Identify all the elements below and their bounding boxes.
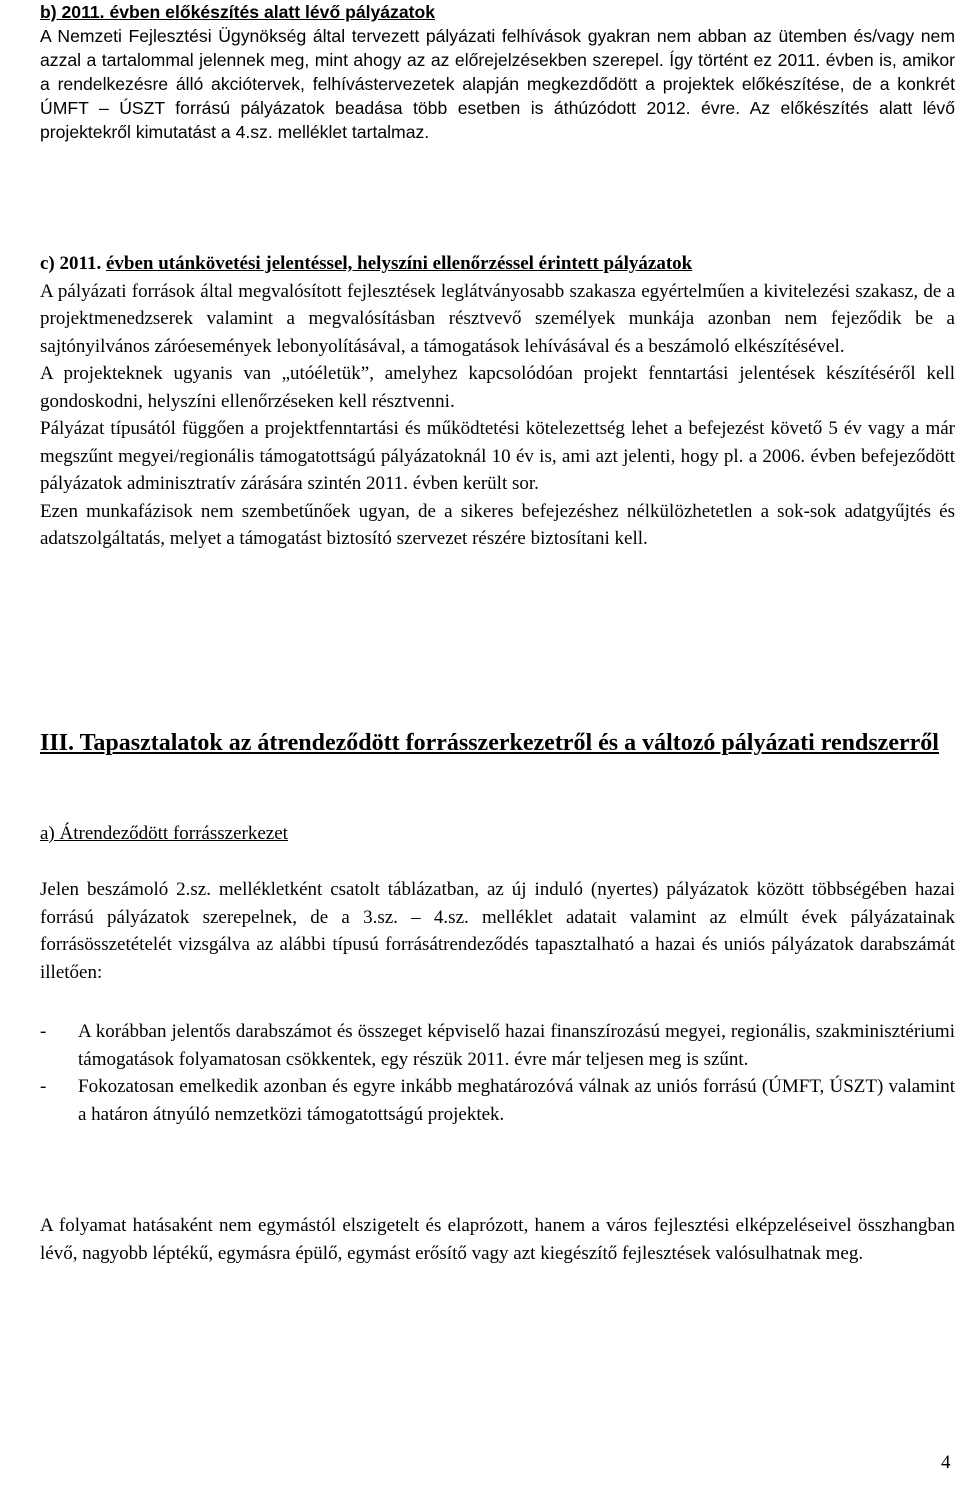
section-c-heading-underlined: évben utánkövetési jelentéssel, helyszíni ellenőrzéssel érintett pályázatok — [105, 253, 693, 274]
section-iii-intro — [40, 876, 955, 986]
section-b — [40, 0, 955, 144]
intro-paragraph: Jelen beszámoló 2.sz. mellékletként csatolt táblázatban, az új induló (nyertes) pályázatok között többségében hazai forrású pályázatok szerepelnek, de a 3.sz. – 4.sz. melléklet adatait valamint az elmúlt évek pályázatainak forrásösszetételét vizsgálva az alábbi típusú forrásátrendeződés tapasztalható a hazai és uniós pályázatok darabszámát illetően: — [40, 879, 955, 983]
section-iii-heading: III. Tapasztalatok az átrendeződött forrásszerkezetről és a változó pályázati rendszerről — [40, 730, 939, 756]
list-item-text: Fokozatosan emelkedik azonban és egyre inkább meghatározóvá válnak az uniós forrású (ÚMFT, ÚSZT) valamint a határon átnyúló nemzetközi támogatottságú projektek. — [78, 1076, 955, 1125]
list-item-text: A korábban jelentős darabszámot és összeget képviselő hazai finanszírozású megyei, regionális, szakminisztériumi támogatások folyamatosan csökkentek, egy részük 2011. évre már teljesen meg is szűnt. — [78, 1021, 955, 1070]
section-c-paragraph: A projekteknek ugyanis van „utóéletük”, amelyhez kapcsolódóan projekt fenntartási jelentések készítéséről kell gondoskodni, helyszíni ellenőrzéseken kell résztvenni. — [40, 363, 955, 412]
section-c-paragraph: Pályázat típusától függően a projektfenntartási és működtetési kötelezettség lehet a befejezést követő 5 év vagy a már megszűnt megyei/regionális támogatottságú pályázatoknál 10 év is, ami azt jelenti, hogy pl. a 2006. évben befejeződött pályázatok adminisztratív zárására szintén 2011. évben került sor. — [40, 418, 955, 494]
section-c-paragraph: A pályázati források által megvalósított fejlesztések leglátványosabb szakasza egyértelműen a kivitelezési szakasz, de a projektmenedzserek valamint a megvalósításban résztvevő személyek munkája azonban nem fejeződik be a sajtónyilvános záróesemények lebonyolításával, a támogatások lehívásával és a beszámoló elkészítésével. — [40, 280, 955, 357]
page-number: 4 — [941, 1452, 951, 1473]
section-c — [40, 250, 955, 553]
section-b-heading: b) 2011. évben előkészítés alatt lévő pályázatok — [40, 2, 436, 22]
section-c-heading — [40, 250, 955, 278]
list-dash: - — [40, 1076, 47, 1097]
section-iii-heading-block — [40, 727, 955, 759]
list-item — [40, 1073, 955, 1128]
section-c-heading-prefix: c) 2011. — [40, 253, 106, 274]
section-iii-subheading: a) Átrendeződött forrásszerkezet — [40, 823, 288, 844]
closing-block — [40, 1212, 955, 1267]
list-item — [40, 1018, 955, 1073]
closing-paragraph: A folyamat hatásaként nem egymástól elszigetelt és elaprózott, hanem a város fejlesztési elképzeléseivel összhangban lévő, nagyobb léptékű, egymásra épülő, egymást erősítő vagy azt kiegészítő fejlesztések valósulhatnak meg. — [40, 1215, 955, 1264]
section-c-paragraph: Ezen munkafázisok nem szembetűnőek ugyan, de a sikeres befejezéshez nélkülözhetetlen a sok-sok adatgyűjtés és adatszolgáltatás, melyet a támogatást biztosító szervezet részére biztosítani kell. — [40, 500, 955, 549]
section-b-paragraph: A Nemzeti Fejlesztési Ügynökség által tervezett pályázati felhívások gyakran nem abban az ütemben és/vagy nem azzal a tartalommal jelennek meg, mint ahogy az az előrejelzésekben szerepel. Így történt ez 2011. évben is, amikor a rendelkezésre álló akciótervek, felhívástervezetek alapján megkezdődött a projektek előkészítése, de a konkrét ÚMFT – ÚSZT forrású pályázatok beadása több esetben is áthúzódott 2012. évre. Az előkészítés alatt lévő projektekről kimutatást a 4.sz. melléklet tartalmaz. — [40, 26, 955, 142]
list-dash: - — [40, 1021, 47, 1042]
source-change-list — [40, 1018, 955, 1128]
section-iii-subheading-block — [40, 820, 955, 848]
